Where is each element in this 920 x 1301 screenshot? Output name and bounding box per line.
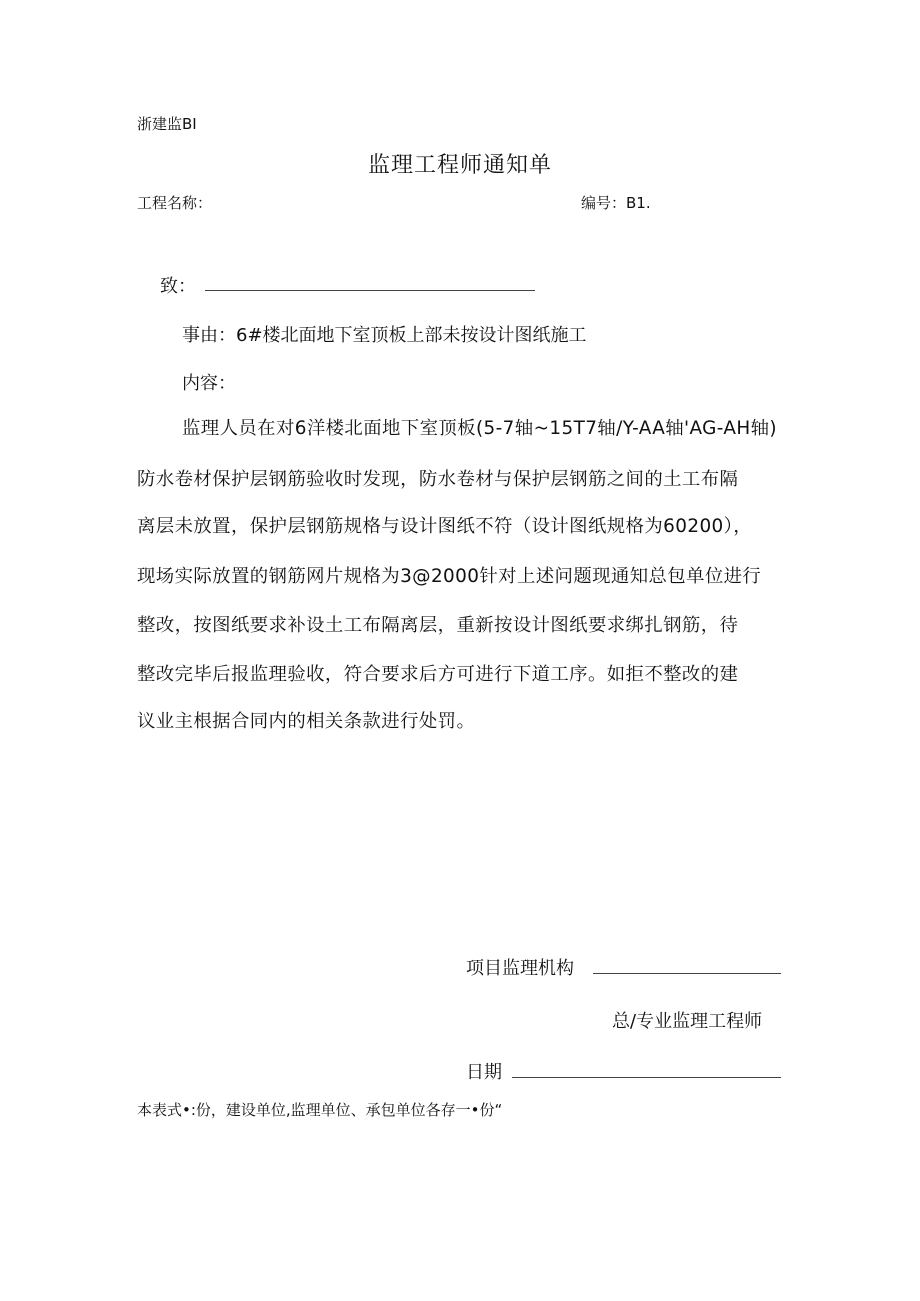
date-label: 日期 bbox=[466, 1062, 502, 1083]
page-title: 监理工程师通知单 bbox=[367, 153, 552, 178]
to-label: 致： bbox=[160, 276, 196, 297]
paragraph-line: 整改，按图纸要求补设土工布隔离层，重新按设计图纸要求绑扎钢筋，待 bbox=[137, 615, 739, 636]
paragraph-line: 现场实际放置的钢筋网片规格为3@2000针对上述问题现通知总包单位进行 bbox=[137, 566, 762, 587]
paragraph-line: 整改完毕后报监理验收，符合要求后方可进行下道工序。如拒不整改的建 bbox=[137, 664, 739, 685]
paragraph-line: 监理人员在对6洋楼北面地下室顶板(5-7轴~15T7轴/Y-AA轴'AG-AH轴) bbox=[182, 418, 778, 439]
footer-note: 本表式•:份，建设单位,监理单位、承包单位各存一•份“ bbox=[137, 1101, 503, 1119]
serial-number-label: 编号：B1. bbox=[581, 194, 651, 212]
content-label: 内容： bbox=[182, 373, 236, 394]
form-code: 浙建监BI bbox=[137, 115, 197, 133]
paragraph-line: 议业主根据合同内的相关条款进行处罚。 bbox=[137, 711, 476, 732]
paragraph-line: 防水卷材保护层钢筋验收时发现，防水卷材与保护层钢筋之间的土工布隔 bbox=[137, 469, 739, 490]
to-underline bbox=[205, 290, 535, 291]
paragraph-line: 离层未放置，保护层钢筋规格与设计图纸不符（设计图纸规格为60200）， bbox=[137, 516, 753, 537]
engineer-label: 总/专业监理工程师 bbox=[612, 1011, 763, 1032]
supervision-org-underline bbox=[593, 973, 781, 974]
supervision-org-label: 项目监理机构 bbox=[466, 958, 574, 979]
reason-text: 事由：6#楼北面地下室顶板上部未按设计图纸施工 bbox=[182, 325, 587, 346]
date-underline bbox=[512, 1077, 781, 1078]
project-name-label: 工程名称： bbox=[137, 194, 213, 212]
